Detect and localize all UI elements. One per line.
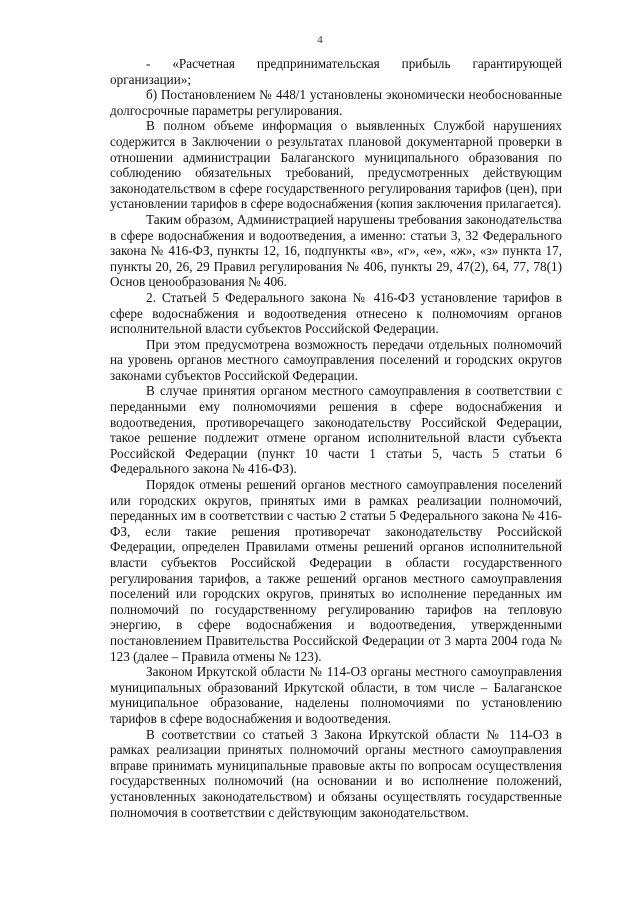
paragraph-4: Таким образом, Администрацией нарушены требования законодательства в сфере водоснабжения и водоотведения, а именно: статьи 3, 32 Федерального закона № 416-ФЗ, пункты 12, 16, подпункты «в», «г», «е», «ж», «з» пункта 17, пункты 20, 26, 29 Правил регулирования № 406, пункты 29, 47(2), 64, 77, 78(1) Основ ценообразования № 406. — [110, 211, 562, 290]
paragraph-6: При этом предусмотрена возможность передачи отдельных полномочий на уровень органов местного самоуправления поселений и городских округов законами субъектов Российской Федерации. — [110, 336, 562, 383]
paragraph-2: б) Постановлением № 448/1 установлены экономически необоснованные долгосрочные параметры регулирования. — [110, 87, 562, 118]
document-body — [110, 56, 562, 820]
paragraph-1: - «Расчетная предпринимательская прибыль гарантирующей организации»; — [110, 56, 562, 87]
page-number: 4 — [317, 34, 323, 46]
paragraph-8: Порядок отмены решений органов местного самоуправления поселений или городских округов, принятых ими в рамках реализации полномочий, переданных им в соответствии с частью 2 статьи 5 Федерального закона № 416-ФЗ, если такие решения противоречат законодательству Российской Федерации, определен Правилами отмены решений органов исполнительной власти субъектов Российской Федерации в области государственного регулирования тарифов, а также решений органов местного самоуправления поселений или городских округов, принятых во исполнение переданных им полномочий по государственному регулированию тарифов на тепловую энергию, в сфере водоснабжения и водоотведения, утвержденными постановлением Правительства Российской Федерации от 3 марта 2004 года № 123 (далее – Правила отмены № 123). — [110, 477, 562, 664]
paragraph-10: В соответствии со статьей 3 Закона Иркутской области № 114-ОЗ в рамках реализации принятых полномочий органы местного самоуправления вправе принимать муниципальные правовые акты по вопросам осуществления государственных полномочий (на основании и во исполнение положений, установленных законодательством) и обязаны осуществлять государственные полномочия в соответствии с действующим законодательством. — [110, 726, 562, 820]
paragraph-5: 2. Статьей 5 Федерального закона № 416-ФЗ установление тарифов в сфере водоснабжения и водоотведения отнесено к полномочиям органов исполнительной власти субъектов Российской Федерации. — [110, 289, 562, 337]
paragraph-7: В случае принятия органом местного самоуправления в соответствии с переданными ему полномочиями решения в сфере водоснабжения и водоотведения, противоречащего законодательству Российской Федерации, такое решение подлежит отмене органом исполнительной власти субъекта Российской Федерации (пункт 10 части 1 статьи 5, часть 5 статьи 6 Федерального закона № 416-ФЗ). — [110, 383, 562, 477]
paragraph-9: Законом Иркутской области № 114-ОЗ органы местного самоуправления муниципальных образований Иркутской области, в том числе – Балаганское муниципальное образование, наделены полномочиями по установлению тарифов в сфере водоснабжения и водоотведения. — [110, 664, 562, 726]
paragraph-3: В полном объеме информация о выявленных Службой нарушениях содержится в Заключении о результатах плановой документарной проверки в отношении администрации Балаганского муниципального образования по соблюдению обязательных требований, предусмотренных действующим законодательством в сфере государственного регулирования тарифов (цен), при установлении тарифов в сфере водоснабжения (копия заключения прилагается). — [110, 118, 562, 212]
